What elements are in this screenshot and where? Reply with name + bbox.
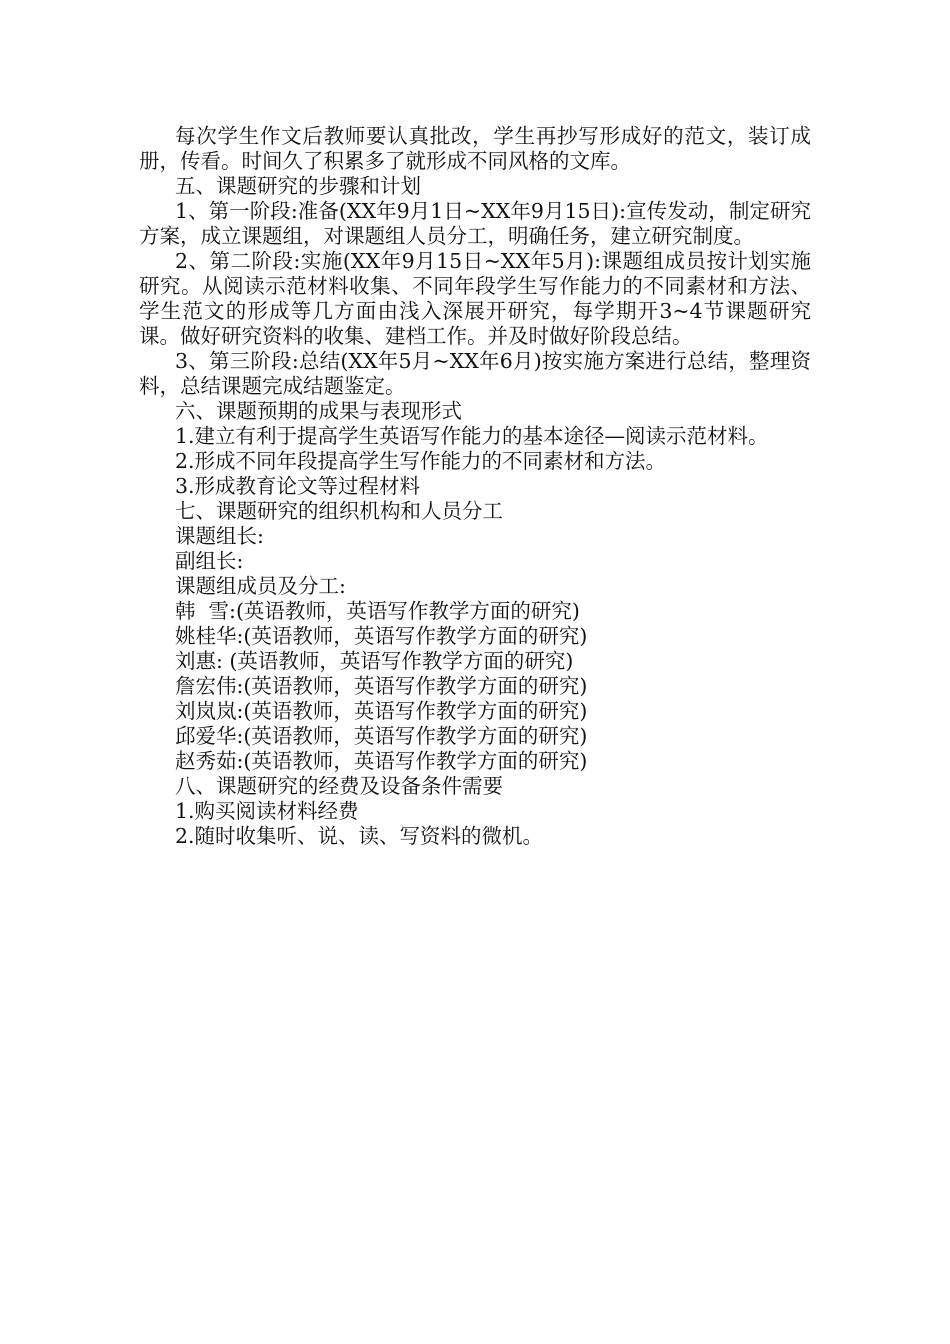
paragraph-stage-3: 3、第三阶段:总结(XX年5月~XX年6月)按实施方案进行总结，整理资料，总结课题完成结题鉴定。 bbox=[139, 349, 811, 398]
members-label: 课题组成员及分工: bbox=[175, 574, 346, 598]
paragraph-intro: 每次学生作文后教师要认真批改，学生再抄写形成好的范文，装订成册，传看。时间久了积累多了就形成不同风格的文库。 bbox=[139, 124, 811, 173]
member-entry: 韩 雪:(英语教师，英语写作教学方面的研究) bbox=[175, 599, 580, 623]
outcome-item-2: 2.形成不同年段提高学生写作能力的不同素材和方法。 bbox=[175, 449, 667, 473]
requirement-item-1: 1.购买阅读材料经费 bbox=[175, 799, 359, 823]
document-body bbox=[139, 124, 811, 849]
group-leader-label: 课题组长: bbox=[175, 524, 264, 548]
outcome-item-1: 1.建立有利于提高学生英语写作能力的基本途径—阅读示范材料。 bbox=[175, 424, 769, 448]
outcome-item-3: 3.形成教育论文等过程材料 bbox=[175, 474, 421, 498]
requirement-item-2: 2.随时收集听、说、读、写资料的微机。 bbox=[175, 824, 544, 848]
heading-section-5: 五、课题研究的步骤和计划 bbox=[175, 174, 421, 198]
heading-section-8: 八、课题研究的经费及设备条件需要 bbox=[175, 774, 503, 798]
member-entry: 赵秀茹:(英语教师，英语写作教学方面的研究) bbox=[175, 749, 588, 773]
member-entry: 邱爱华:(英语教师，英语写作教学方面的研究) bbox=[175, 724, 588, 748]
heading-section-6: 六、课题预期的成果与表现形式 bbox=[175, 399, 462, 423]
paragraph-stage-2: 2、第二阶段:实施(XX年9月15日~XX年5月):课题组成员按计划实施研究。从阅读示范材料收集、不同年段学生写作能力的不同素材和方法、学生范文的形成等几方面由浅入深展开研究，每学期开3~4节课题研究课。做好研究资料的收集、建档工作。并及时做好阶段总结。 bbox=[139, 249, 811, 348]
heading-section-7: 七、课题研究的组织机构和人员分工 bbox=[175, 499, 503, 523]
member-entry: 詹宏伟:(英语教师，英语写作教学方面的研究) bbox=[175, 674, 588, 698]
member-entry: 姚桂华:(英语教师，英语写作教学方面的研究) bbox=[175, 624, 588, 648]
paragraph-stage-1: 1、第一阶段:准备(XX年9月1日~XX年9月15日):宣传发动，制定研究方案，成立课题组，对课题组人员分工，明确任务，建立研究制度。 bbox=[139, 199, 811, 248]
deputy-leader-label: 副组长: bbox=[175, 549, 244, 573]
member-entry: 刘惠: (英语教师，英语写作教学方面的研究) bbox=[175, 649, 574, 673]
member-entry: 刘岚岚:(英语教师，英语写作教学方面的研究) bbox=[175, 699, 588, 723]
